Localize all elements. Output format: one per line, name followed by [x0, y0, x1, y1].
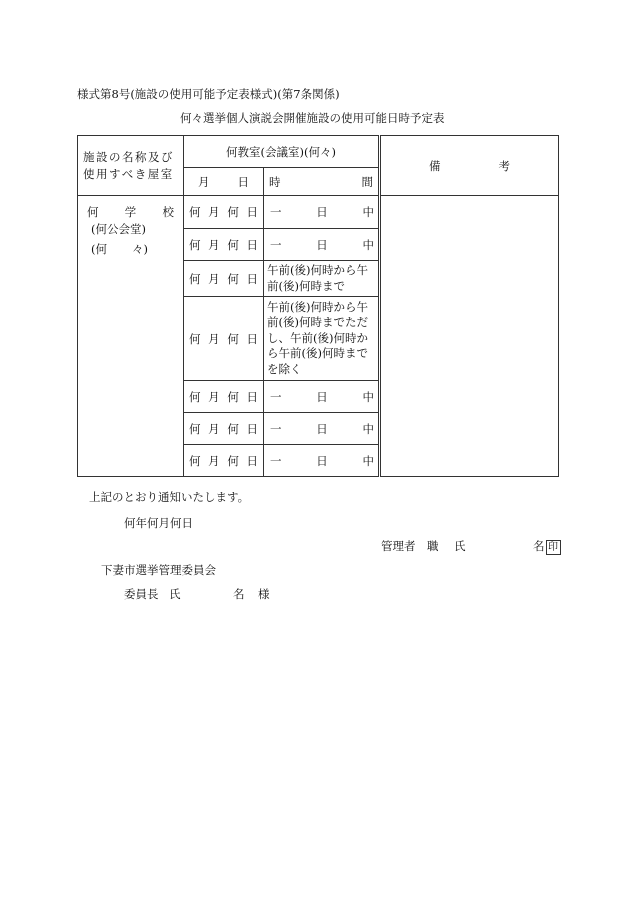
date-cell: 何 月 何 日: [184, 196, 264, 229]
time-cell: 一 日 中: [264, 445, 380, 477]
header-facility: [78, 136, 184, 196]
facility-name-cell: [78, 196, 184, 477]
date-cell: 何 月 何 日: [184, 381, 264, 413]
date-cell: 何 月 何 日: [184, 445, 264, 477]
form-label: 様式第8号(施設の使用可能予定表様式)(第7条関係): [77, 87, 340, 101]
manager-line: [0, 538, 630, 556]
manager-shi: 氏: [454, 539, 466, 553]
time-cell: 一 日 中: [264, 381, 380, 413]
time-cell: 一 日 中: [264, 413, 380, 445]
chair-line: [0, 586, 630, 604]
header-month-day: 月 日: [184, 168, 264, 196]
header-time: 時 間: [264, 168, 380, 196]
manager-mei: 名 印: [533, 538, 561, 555]
time-cell: 一 日 中: [264, 229, 380, 261]
chair-title: 委員長: [124, 587, 159, 601]
header-room: 何教室(会議室)(何々): [184, 136, 380, 168]
header-remarks: 備 考: [380, 136, 559, 196]
date-line: 何年何月何日: [124, 516, 193, 530]
chair-mei: 名: [233, 587, 245, 601]
facility-alt2: (何 々): [91, 242, 148, 256]
chair-shi: 氏: [169, 587, 181, 601]
seal-mark: 印: [546, 540, 561, 555]
manager-shoku: 職: [427, 539, 439, 553]
header-facility-line1: 施設の名称及び: [83, 149, 174, 164]
facility-alt1: (何公会堂): [91, 222, 146, 236]
table-title: 何々選挙個人演説会開催施設の使用可能日時予定表: [180, 111, 445, 125]
committee-name: 下妻市選挙管理委員会: [101, 563, 216, 577]
header-facility-line2: 使用すべき屋室: [83, 166, 174, 181]
time-cell: 午前(後)何時から午前(後)何時まで: [264, 261, 380, 297]
remarks-cell: [380, 196, 559, 477]
date-cell: 何 月 何 日: [184, 229, 264, 261]
time-cell: 午前(後)何時から午前(後)何時までただし、午前(後)何時から午前(後)何時までを除く: [264, 297, 380, 381]
date-cell: 何 月 何 日: [184, 413, 264, 445]
chair-sama: 様: [258, 587, 270, 601]
facility-name: 何 学 校: [87, 205, 174, 219]
date-cell: 何 月 何 日: [184, 297, 264, 381]
manager-title: 管理者: [381, 539, 416, 553]
notice-text: 上記のとおり通知いたします。: [89, 490, 250, 504]
schedule-table: [77, 135, 559, 477]
time-cell: 一 日 中: [264, 196, 380, 229]
date-cell: 何 月 何 日: [184, 261, 264, 297]
